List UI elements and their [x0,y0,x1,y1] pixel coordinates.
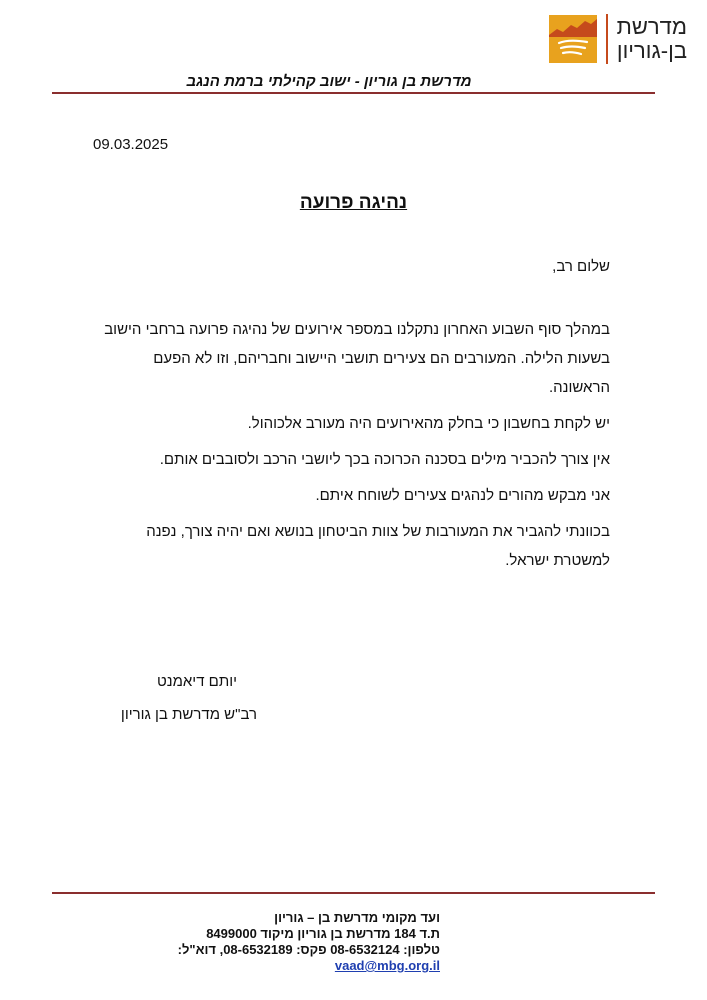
greeting: שלום רב, [552,258,610,275]
signature-block [57,673,257,723]
paragraph-3: אין צורך להכביר מילים בסכנה הכרוכה בכך ליושבי הרכב ולסובבים אותם. [159,451,610,468]
logo-divider [606,14,608,64]
footer-address: ת.ד 184 מדרשת בן גוריון מיקוד 8499000 [206,926,440,941]
letter-title: נהיגה פרועה [299,192,408,213]
paragraph-4: אני מבקש מהורים לנהגים צעירים לשוחח איתם. [315,487,610,504]
signature-title: רב"ש מדרשת בן גוריון [120,706,257,723]
footer [100,910,440,974]
footer-rule [52,892,655,894]
paragraph-5: בכוונתי להגביר את המעורבות של צוות הביטחון בנושא ואם יהיה צורך, נפנה למשטרת ישראל. [146,523,610,569]
footer-email-link[interactable]: vaad@mbg.org.il [334,958,440,973]
letter-body [90,258,610,582]
header-rule [52,92,655,94]
logo-text [617,15,687,63]
paragraph-1: במהלך סוף השבוע האחרון נתקלנו במספר אירועים של נהיגה פרועה ברחבי הישוב בשעות הלילה. המעורבים הם צעירים תושבי היישוב וחבריהם, וזו לא הפעם הראשונה. [104,321,610,396]
midreshet-logo-icon [549,15,597,63]
letterhead [549,14,687,64]
footer-org: ועד מקומי מדרשת בן – גוריון [274,910,440,925]
letterhead-subtitle: מדרשת בן גוריון - ישוב קהילתי ברמת הנגב [186,73,472,90]
signature-name: יותם דיאמנט [156,673,237,690]
paragraph-2: יש לקחת בחשבון כי בחלק מהאירועים היה מעורב אלכוהול. [247,415,610,432]
letter-date: 09.03.2025 [93,136,169,153]
footer-contact [100,942,440,974]
logo-line-1: מדרשת [616,14,687,39]
footer-phone-fax: טלפון: 08-6532124 פקס: 08-6532189, דוא"ל: [177,942,440,957]
logo-line-2: בן-גוריון [616,38,687,63]
